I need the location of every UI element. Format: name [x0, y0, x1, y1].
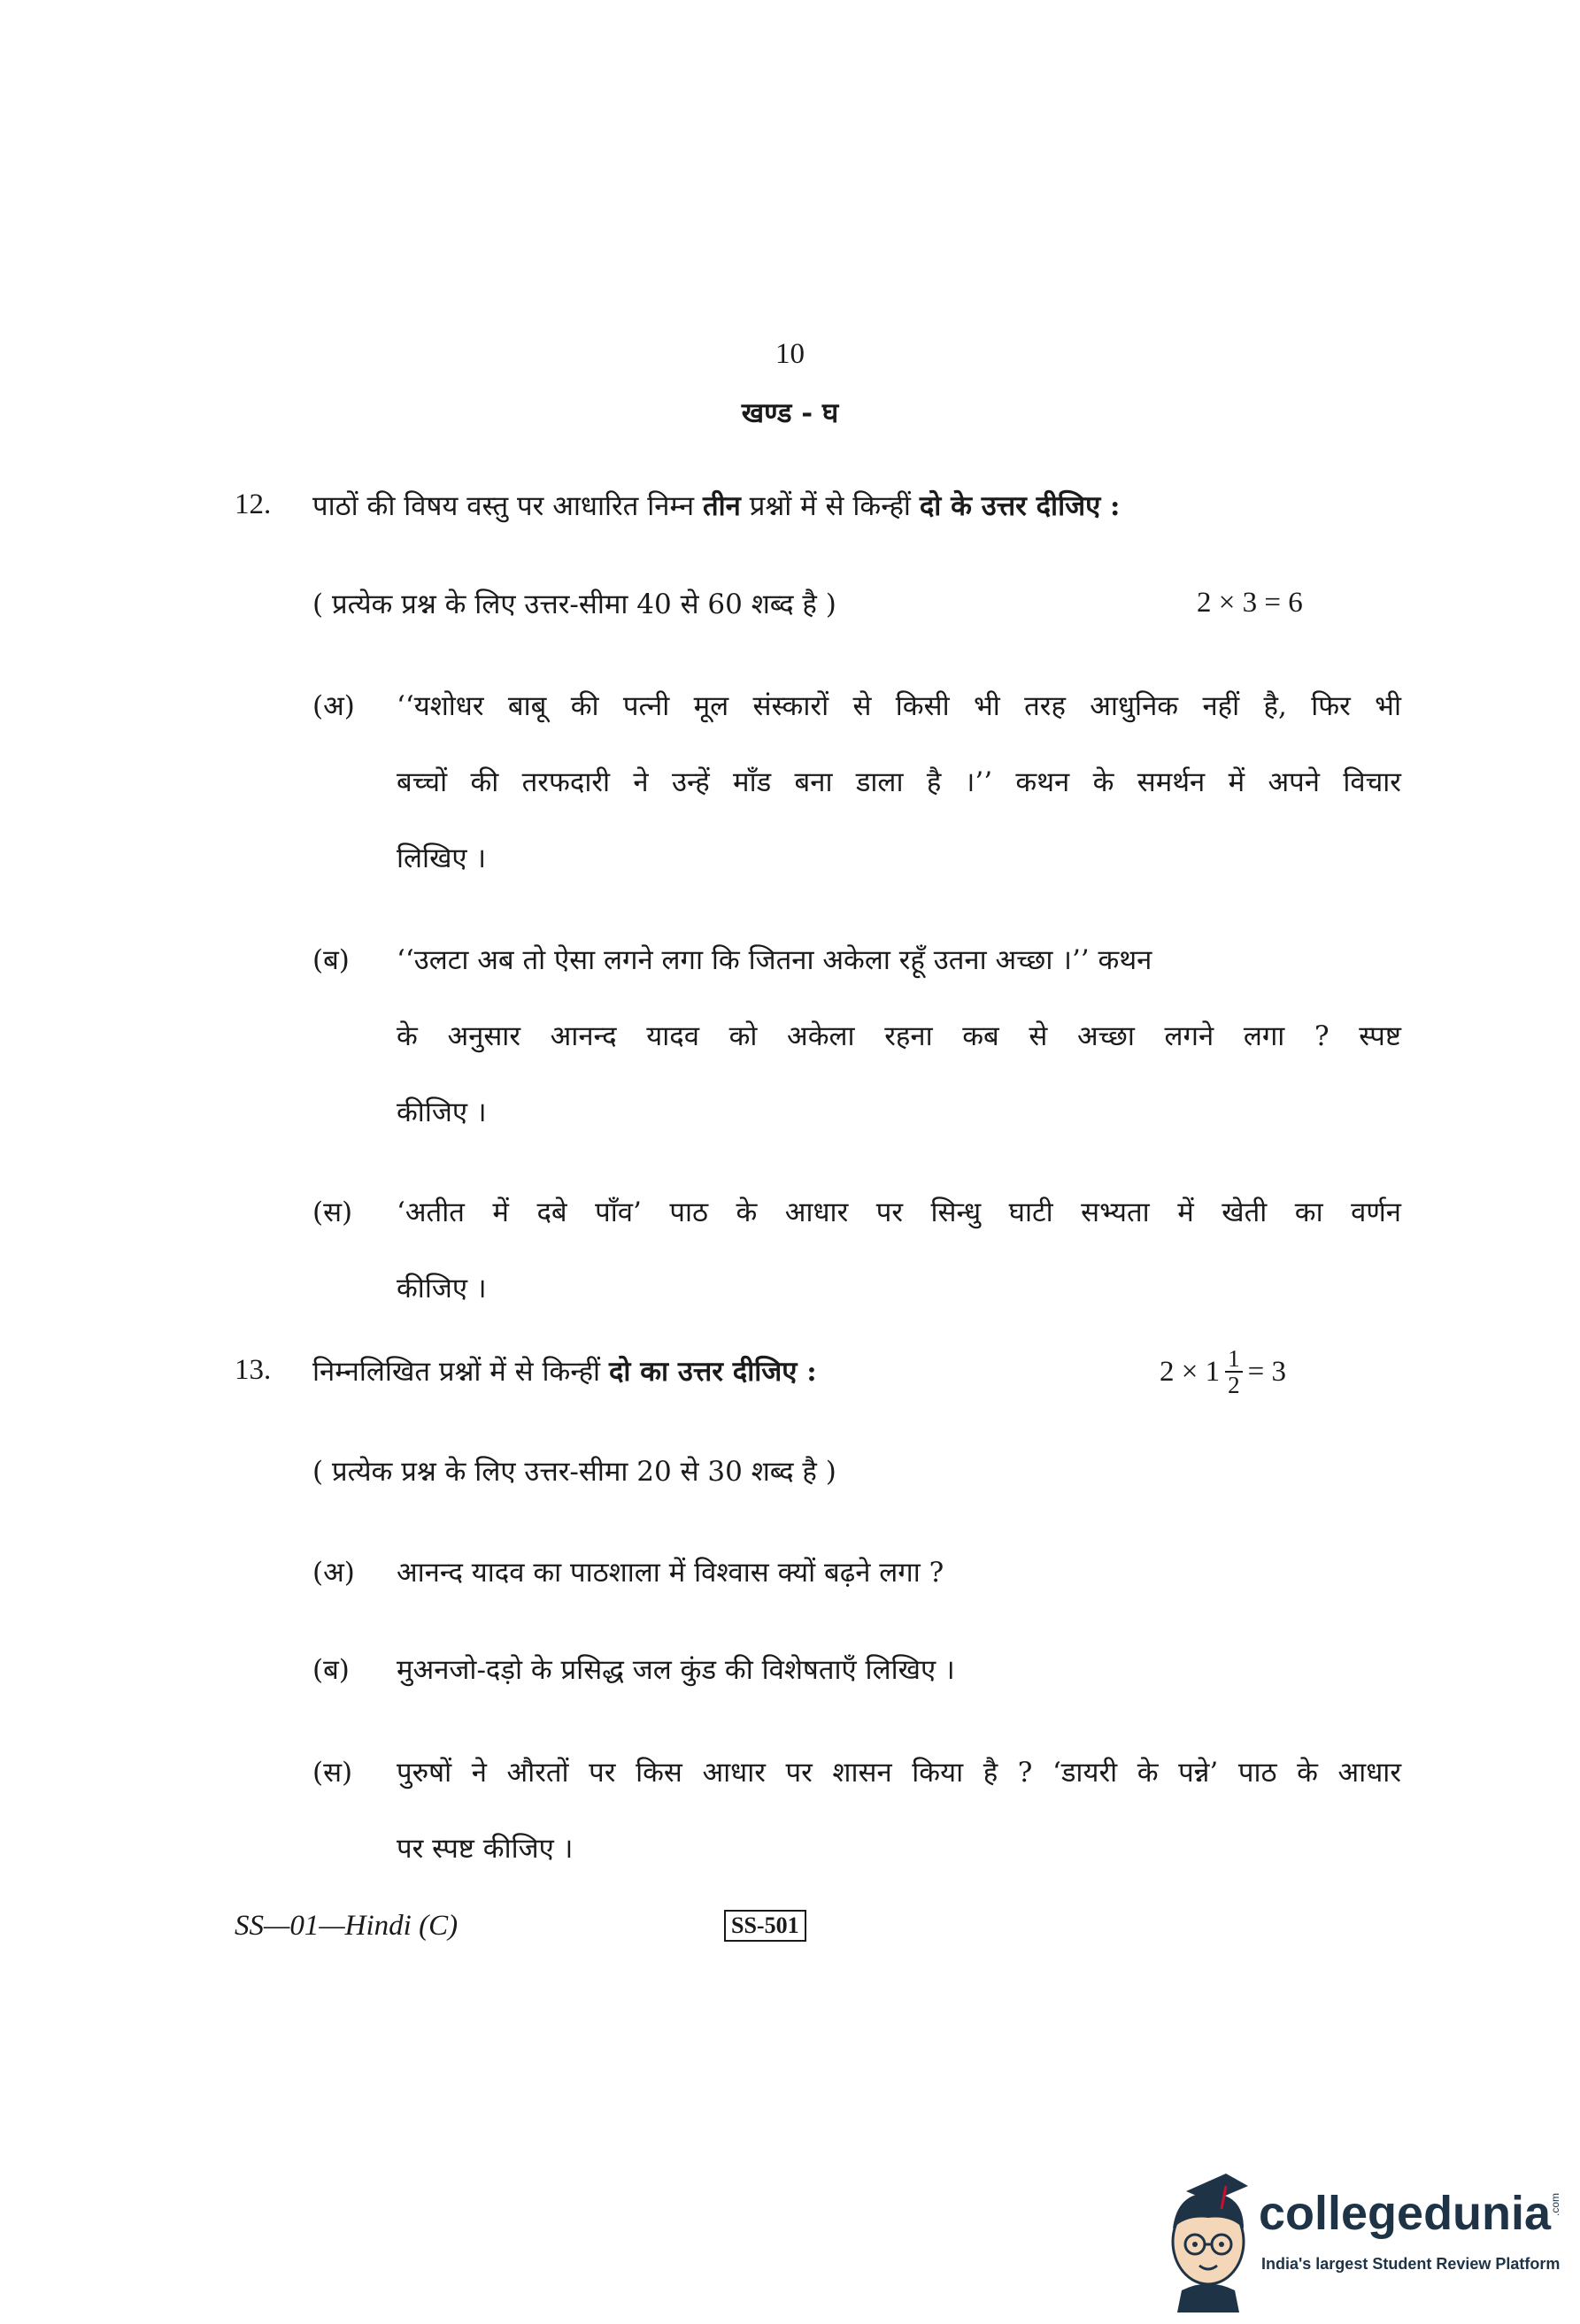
question-13-marks: [1160, 1336, 1286, 1407]
prompt-text: का उत्तर दीजिए :: [630, 1356, 817, 1388]
q12-item-a-line-3: लिखिए ।: [397, 843, 487, 874]
prompt-bold-three: तीन: [702, 490, 741, 522]
q13-item-a-label: (अ): [312, 1557, 355, 1589]
logo-wordmark: collegedunia: [1259, 2187, 1552, 2240]
q13-item-c-line-2: पर स्पष्ट कीजिए ।: [397, 1833, 574, 1865]
question-13-word-limit: ( प्रत्येक प्रश्न के लिए उत्तर-सीमा 20 से 30 शब्द है ): [312, 1456, 836, 1488]
marks-suffix: = 3: [1247, 1355, 1286, 1388]
question-12-marks: 2 × 3 = 6: [1197, 587, 1303, 619]
q12-item-b-line-2: के अनुसार आनन्द यादव को अकेला रहना कब से अच्छा लगने लगा ? स्पष्ट: [397, 1020, 1401, 1052]
prompt-bold-two: दो: [608, 1356, 631, 1388]
q13-item-a-line-1: आनन्द यादव का पाठशाला में विश्वास क्यों बढ़ने लगा ?: [397, 1557, 944, 1589]
prompt-text: के उत्तर दीजिए :: [941, 490, 1121, 522]
q13-item-b-label: (ब): [312, 1654, 350, 1686]
q12-item-b-line-1: ‘‘उलटा अब तो ऐसा लगने लगा कि जितना अकेला रहूँ उतना अच्छा ।’’ कथन: [397, 944, 1152, 976]
question-13-prompt: [312, 1354, 817, 1389]
q12-item-b-label: (ब): [312, 944, 350, 976]
q12-item-c-line-1: ‘अतीत में दबे पाँव’ पाठ के आधार पर सिन्धु घाटी सभ्यता में खेती का वर्णन: [397, 1197, 1401, 1228]
mascot-icon: [1160, 2166, 1257, 2312]
prompt-text: निम्नलिखित प्रश्नों में से किन्हीं: [312, 1356, 609, 1388]
logo-domain-suffix: .com: [1549, 2192, 1561, 2216]
fraction-numerator: 1: [1225, 1346, 1243, 1373]
q12-item-a-line-1: ‘‘यशोधर बाबू की पत्नी मूल संस्कारों से किसी भी तरह आधुनिक नहीं है, फिर भी: [397, 690, 1401, 722]
q12-item-a-line-2: बच्चों की तरफदारी ने उन्हें माँड बना डाला है ।’’ कथन के समर्थन में अपने विचार: [397, 766, 1401, 798]
q12-item-a-label: (अ): [312, 690, 355, 722]
q12-item-b-line-3: कीजिए ।: [397, 1097, 487, 1128]
question-13-number: 13.: [235, 1354, 272, 1386]
q13-item-c-line-1: पुरुषों ने औरतों पर किस आधार पर शासन किया है ? ‘डायरी के पन्ने’ पाठ के आधार: [397, 1757, 1401, 1789]
question-12-prompt: [312, 489, 1121, 524]
q13-item-b-line-1: मुअनजो-दड़ो के प्रसिद्ध जल कुंड की विशेषताएँ लिखिए ।: [397, 1654, 955, 1686]
marks-prefix: 2 × 1: [1160, 1355, 1221, 1388]
marks-fraction: [1225, 1346, 1243, 1397]
prompt-text: पाठों की विषय वस्तु पर आधारित निम्न: [312, 490, 703, 522]
logo-tagline: India's largest Student Review Platform: [1261, 2255, 1561, 2273]
question-12-number: 12.: [235, 489, 272, 520]
prompt-bold-two: दो: [919, 490, 942, 522]
footer-paper-code: SS—01—Hindi (C): [235, 1910, 459, 1942]
collegedunia-logo: [1160, 2166, 1567, 2317]
question-12-word-limit: ( प्रत्येक प्रश्न के लिए उत्तर-सीमा 40 से 60 शब्द है ): [312, 589, 836, 620]
q12-item-c-label: (स): [312, 1197, 353, 1228]
q12-item-c-line-2: कीजिए ।: [397, 1273, 487, 1304]
prompt-text: प्रश्नों में से किन्हीं: [740, 490, 920, 522]
section-title: खण्ड - घ: [741, 397, 839, 429]
q13-item-c-label: (स): [312, 1757, 353, 1789]
page-number: 10: [775, 338, 805, 370]
fraction-denominator: 2: [1228, 1372, 1240, 1398]
footer-paper-id-box: SS-501: [724, 1910, 806, 1942]
